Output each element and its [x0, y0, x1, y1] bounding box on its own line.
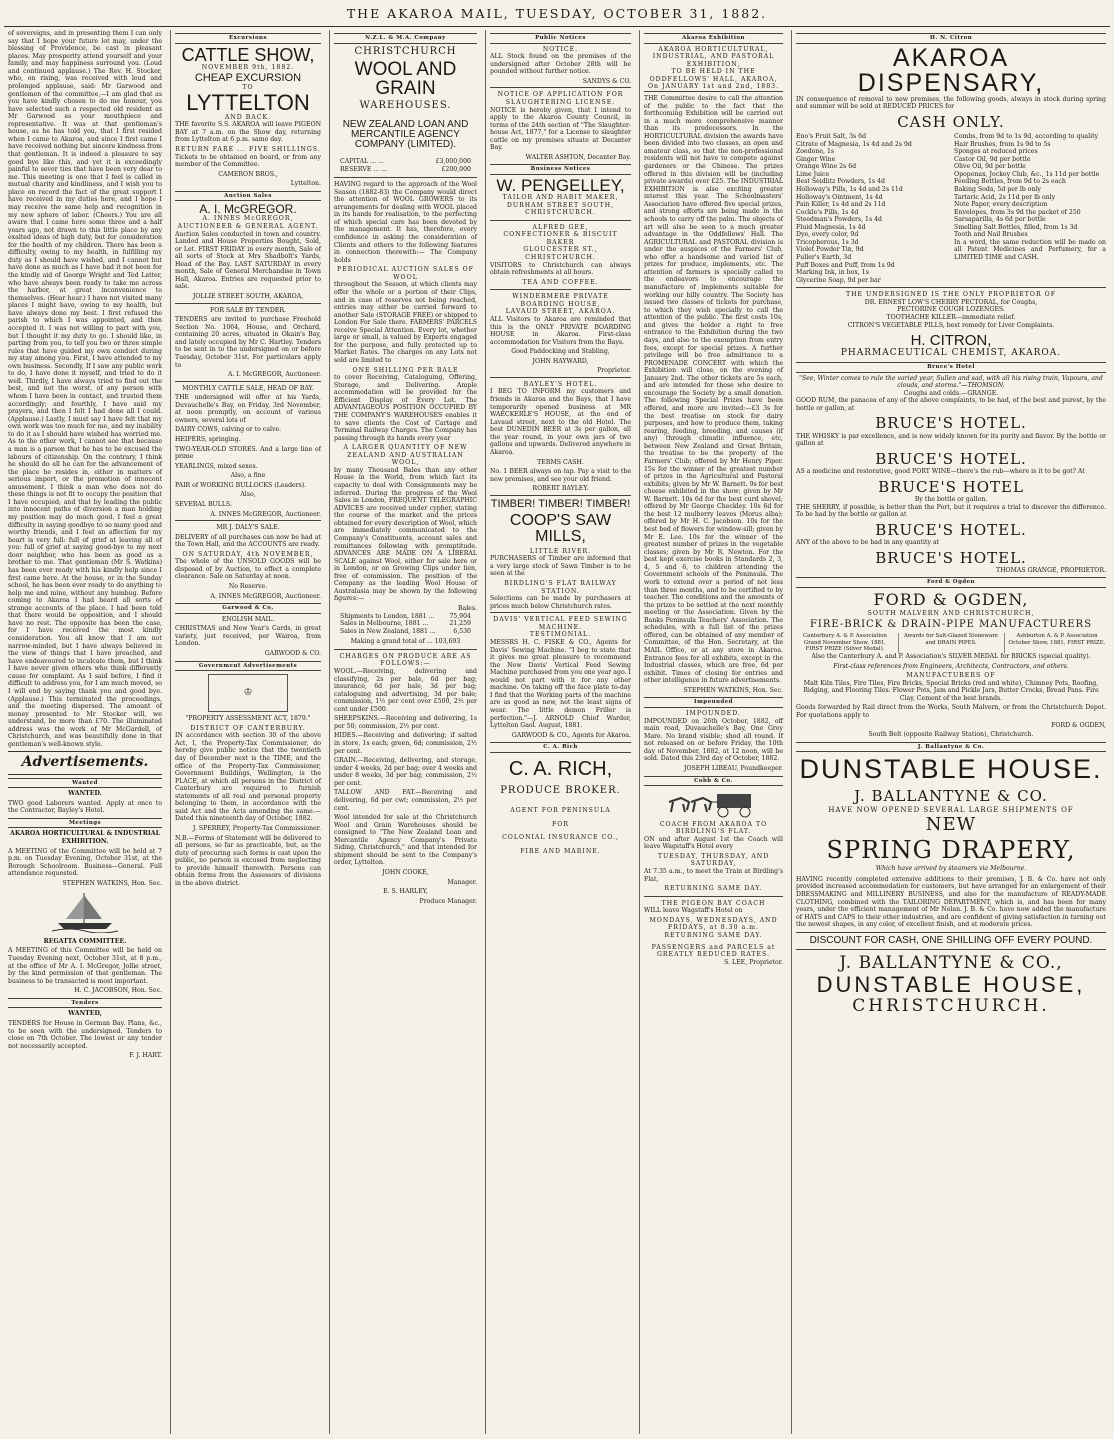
shipment-label-1: Shipments to London, 1881 ...	[340, 612, 435, 620]
lee-signature: S. LEE, Proprietor.	[724, 958, 783, 966]
gee-body: VISITORS to Christchurch can always obtain refreshments at all hours.	[490, 261, 631, 277]
ballantyne-body: HAVING recently completed extensive additions to their premises, J. B. & Co. have not only provided increased accommodation for customers, but have arranged for an enlargement of their DRESSMAKING and MILLINERY BUSINESS, and also for the manufacture of READY-MADE CLOTHING, combined with the TAILORING DEPARTMENT, which is, and has been for many years, under the efficient management of Mr Nolan. J. B. & Co. have now added the manufacture of HATS and CAPS to their other industries, and are confident of giving satisfaction in turning out the newest shapes, in any color, of excellent finish, and at moderate prices.	[796, 875, 1106, 929]
section-auction: Auction Sales	[175, 191, 321, 202]
wanted-title: WANTED.	[68, 790, 102, 798]
price-item: Zoedone, 1s	[796, 148, 835, 156]
exhibition-held: TO BE HELD IN THE	[671, 68, 756, 76]
pigeon-coach-title: THE PIGEON BAY COACH	[644, 896, 783, 908]
section-nzlma: N.Z.L. & M.A. Company	[334, 33, 477, 44]
and-back: AND BACK.	[224, 113, 272, 121]
notice-signature: SANDYS & CO.	[582, 77, 631, 85]
periodical-sales: PERIODICAL AUCTION SALES OF WOOL	[337, 266, 474, 281]
price-item: Tricopherous, 1s 3d	[796, 238, 859, 246]
little-river: LITTLE RIVER.	[529, 547, 592, 555]
cameron-signature: CAMERON BROS.,	[218, 170, 278, 178]
coach-body: ON and after August 1st the Coach will leave Wagstaff's Hotel every	[644, 835, 783, 851]
davis-heading: DAVIS' VERTICAL FEED SEWING MACHINE.	[490, 612, 631, 631]
daly-body: DELIVERY of all purchases can now be had at the Town Hall, and the ACCOUNTS are ready.	[175, 533, 321, 549]
returning-same-day-2: RETURNING SAME DAY.	[664, 931, 763, 939]
grange-proprietor: THOMAS GRANGE, PROPRIETOR.	[996, 566, 1106, 574]
price-item: Combs, from 9d to 1s 9d, according to quality	[954, 133, 1099, 141]
column-6	[791, 30, 1110, 1434]
coop-body: PURCHASERS of Timber are informed that a very large stock of Sawn Timber is to be seen at the	[490, 555, 631, 578]
remedy-1: DR. ERNEST LOW'S CHERRY PECTORAL, for Coughs,	[864, 298, 1038, 306]
price-item: Steedman's Powders, 1s 4d	[796, 216, 882, 224]
shipment-row-1	[334, 613, 477, 621]
exhibition-hall: ODDFELLOWS' HALL, AKAROA,	[649, 75, 778, 83]
warehouses-heading: WAREHOUSES.	[359, 99, 452, 111]
harley-role: Produce Manager.	[419, 897, 477, 905]
coach-title: COACH FROM AKAROA TO BIRDLING'S FLAT.	[659, 820, 768, 836]
gee-address: GLOUCESTER ST., CHRISTCHURCH.	[523, 246, 598, 261]
pengelley-address: DURHAM STREET SOUTH, CHRISTCHURCH.	[506, 201, 615, 217]
hayward-role: Proprietor.	[597, 367, 631, 375]
slaughter-body: NOTICE is hereby given, that I intend to apply to the Akaroa County Council, in terms of the 24th section of "The Slaughter-house Act, 1877," for a License to slaughter cattle on my premises situate at Decanter Bay.	[490, 106, 631, 152]
price-item: Sarsaparilla, 4s 6d per bottle	[954, 216, 1046, 224]
ford-address: South Belt (opposite Railway Station), Christchurch.	[868, 731, 1034, 739]
charge-sheepskins: SHEEPSKINS.—Receiving and delivering, 1s per 50; commission, 2½ per cent.	[334, 715, 477, 730]
return-fare: RETURN FARE ... FIVE SHILLINGS.	[175, 145, 321, 153]
remedy-3: TOOTHACHE KILLER—immediate relief.	[886, 313, 1016, 321]
testimonial-label: TESTIMONIAL.	[529, 631, 592, 639]
meeting-body: A MEETING of the Committee will be held at 7 p.m. on Tuesday Evening, October 31st, at the Borough Schoolroom. Business—General. Full attendance requested.	[8, 847, 162, 878]
gee-trade: CONFECTIONER & BISCUIT BAKER	[503, 231, 618, 246]
dunstable-footer: DUNSTABLE HOUSE,	[816, 971, 1086, 997]
price-item: Pain Killer, 1s 4d and 2s 11d	[796, 201, 886, 209]
price-item: Best Seidlitz Powders, 1s 4d	[796, 178, 885, 186]
daly-date: ON SATURDAY, 4th NOVEMBER,	[182, 550, 314, 558]
price-item: Smelling Salt Bottles, filled, from 1s 3d	[954, 223, 1078, 231]
section-bruce: Bruce's Hotel	[796, 362, 1106, 373]
sailing-ship-icon	[50, 889, 120, 933]
district-canterbury: DISTRICT OF CANTERBURY.	[190, 724, 306, 732]
exhibition-signature: STEPHEN WATKINS, Hon. Sec.	[683, 686, 783, 694]
price-item: Ginger Wine	[796, 155, 836, 163]
notice-title: NOTICE.	[542, 45, 579, 53]
christchurch-footer: CHRISTCHURCH.	[852, 995, 1050, 1016]
shipment-row-2	[334, 620, 477, 628]
price-item: Holloway's Pills, 1s 4d and 2s 11d	[796, 185, 903, 193]
section-business: Business Notices	[490, 164, 631, 175]
price-item: Hair Brushes, from 1s 9d to 5s	[954, 140, 1051, 148]
sherry-text: THE SHERRY, if possible, is better than the Port, but it requires a trial to discover the difference. To be had by the bottle or gallon at	[796, 503, 1106, 519]
tenders-title: WANTED,	[68, 1010, 102, 1018]
no-reserve: No Reserve.	[228, 583, 268, 590]
horse-coach-icon	[659, 788, 769, 818]
fire-marine: FIRE AND MARINE.	[520, 847, 601, 855]
bayley-heading: BAYLEY'S HOTEL.	[490, 377, 631, 389]
windermere-address: LAVAUD STREET, AKAROA.	[505, 308, 616, 316]
lyttelton-heading: LYTTELTON	[186, 89, 310, 115]
property-act-title: "PROPERTY ASSESSMENT ACT, 1879."	[185, 715, 311, 723]
shipment-row-3	[334, 628, 477, 636]
windermere-heading: WINDERMERE PRIVATE BOARDING HOUSE,	[490, 289, 631, 308]
daly-sale-title: MR J. DALY'S SALE.	[175, 520, 321, 532]
coach-body-2: At 7.35 a.m., to meet the Train at Birdling's Flat,	[644, 868, 783, 883]
charge-grain: GRAIN.—Receiving, delivering, and storage, under 4 weeks, 2d per bag; over 4 weeks and under 8 weeks, 3d per bag; commission, 2½ per cent.	[334, 757, 477, 787]
price-item: Holloway's Ointment, 1s 4d	[796, 193, 883, 201]
ford-signature: FORD & OGDEN,	[1051, 721, 1106, 729]
company-body-4: by many Thousand Bales than any other House in the World, from which fact its capacity to deal with Consignments may be inferred. During the progress of the Wool Sales in London, FREQUENT TELEGRAPHIC ADVICES are received under cypher, stating the course of the market and the prices obtained for every description of Wool, which are immediately communicated to the Company's Constituents, account sales and remittances following with promptitude. ADVANCES ARE MADE ON A LIBERAL SCALE against Wool, either for sale here or in London, or on Growing Clips under lien, free of commission. The position of the Company as the leading Wool House of Australasia may be shown by the following figures:—	[334, 466, 477, 603]
english-mail-body: CHRISTMAS and New Year's Cards, in great variety, just received, per Wairoa, from London.	[175, 625, 321, 648]
ford-references: First-class references from Engineers, Architects, Contractors, and others.	[833, 662, 1069, 670]
company-body-1: HAVING regard to the approach of the Wool Season (1882-83) the Company would direct the attention of WOOL GROWERS to its arrangements for dealing with WOOL placed in its hands for realisation, to the perfecting of which special care has been devoted by the management. It has, therefore, every confidence in asking the consideration of Clients and others to the following features in connection therewith:— The Company holds	[334, 177, 477, 264]
passengers-parcels: PASSENGERS and PARCELS at GREATLY REDUCED RATES.	[651, 943, 776, 959]
auctioneer-title: AUCTIONEER & GENERAL AGENT.	[177, 222, 319, 230]
english-mail: ENGLISH MAIL.	[221, 615, 275, 623]
dunstable-heading: DUNSTABLE HOUSE.	[799, 754, 1103, 785]
grange-quote: Coughs and colds.—GRANGE.	[903, 389, 999, 397]
award-silver-medal: Also the Canterbury A. and P. Association's SILVER MEDAL for BRICKS (special quality).	[811, 653, 1091, 661]
excursion-body: THE favorite S.S. AKAROA will leave PIGEON BAY at 7 a.m. on the Show day, returning from Lyttelton at 6 p.m. same day.	[175, 121, 321, 144]
produce-broker: PRODUCE BROKER.	[500, 784, 621, 796]
impounded-body: IMPOUNDED on 26th October, 1882, off main road, Duvauchelle's Bay, One Grey Mare. No brand visible; shod all round. If not released on or before Friday, the 10th day of November, 1882, at 12 noon, will be sold. Dated this 23rd day of October, 1882.	[644, 717, 783, 763]
one-shilling: ONE SHILLING PER BALE	[352, 366, 459, 374]
manufacturers-list: Malt Kiln Tiles, Fire Tiles, Fire Bricks, Special Bricks (red and white), Chimney Pots, Roofing, Ridging, and Flooring Tiles. Flower Pots, Jam and Pickle Jars, Butter Crocks, Bread Pans. Fire Clay, Cement of the best brands.	[803, 679, 1099, 702]
spring-drapery: SPRING DRAPERY,	[826, 836, 1076, 865]
ford-goods: Goods forwarded by Rail direct from the Works, South Malvern, or from the Christchurch Depot. For quotations apply to	[796, 704, 1106, 720]
company-body-3: to cover Receiving, Cataloguing, Offering, Storage, and Delivering. Ample accommodation will be provided for the Efficient Display of Every Lot. The ADVANTAGEOUS POSITION OCCUPIED BY THE COMPANY'S WAREHOUSES enables it to save clients the Cost of Cartage and Terminal Railway Charges. The Company has passing through its hands every year	[334, 374, 477, 442]
price-item: Sponges at reduced prices	[954, 148, 1038, 156]
section-ballantyne: J. Ballantyne & Co.	[796, 742, 1106, 753]
shipment-label-3: Sales in New Zealand, 1881 ...	[340, 627, 436, 635]
exhibition-title: AKAROA HORTICULTURAL, INDUSTRIAL, AND PASTORAL EXHIBITION,	[652, 45, 775, 68]
price-item: Tooth and Nail Brushes	[954, 231, 1028, 239]
wool-grain-heading: WOOL AND GRAIN	[354, 58, 457, 99]
advertisements-heading: Advertisements.	[8, 751, 162, 774]
windermere-body: ALL Visitors to Akaroa are reminded that this is the ONLY PRIVATE BOARDING HOUSE in Akaroa. First-class accommodation for Visitors from the Bays.	[490, 315, 631, 346]
larger-quantity: A LARGER QUANTITY OF NEW ZEALAND AND AUSTRALIAN WOOL,	[343, 444, 468, 467]
new-heading: NEW	[925, 814, 977, 836]
whisky-text: THE WHISKY is par excellence, and is now widely known for its purity and flavor. By the bottle or gallon at	[796, 432, 1106, 448]
price-item: Eno's Fruit Salt, 3s 6d	[796, 133, 867, 141]
column-1	[4, 30, 166, 1434]
lot-heifers: HEIFERS, springing.	[175, 436, 241, 443]
pengelley-trade: TAILOR AND HABIT MAKER,	[502, 194, 619, 202]
thomson-quote: "See, Winter comes to rule the varied year, Sullen and sad, with all his rising train, Vapours, and clouds, and storms."—THOMSON.	[799, 374, 1103, 390]
remedy-4: CITRON'S VEGETABLE PILLS, best remedy for Liver Complaints.	[847, 321, 1055, 329]
tea-coffee: TEA AND COFFEE.	[522, 278, 599, 286]
cooke-role: Manager.	[447, 878, 477, 886]
tender-body: TENDERS are invited to purchase Freehold Section No. 1064, House, and Orchard, containing 20 acres, situated in Okain's Bay, and lately occupied by Mr C. Hartley. Tenders to be sent in to the undersigned on or before Tuesday, October 31st. For particulars apply to	[175, 316, 321, 369]
charge-tallow: TALLOW AND FAT.—Receiving and delivering, 6d per cwt; commission, 2½ per cent.	[334, 789, 477, 812]
lot-dairy-cows: DAIRY COWS, calving or to calve.	[175, 426, 282, 434]
column-3	[329, 30, 481, 1434]
daly-body-2: The whole of the UNSOLD GOODS will be disposed of by Auction, to effect a complete clearance. Sale on Saturday at noon.	[175, 558, 321, 581]
price-item: Olive Oil, 9d per bottle	[954, 163, 1026, 171]
shipment-value-1: 75,904	[449, 612, 471, 620]
davis-body: MESSRS H. C. FISKE & CO., Agents for Davis' Sewing Machine. "I beg to state that it gives me great pleasure to recommend the New Davis' Vertical Feed Sewing Machine purchased from you one year ago. I would not part with it for any other machine. On taking off the face plate to-day I find that the Working parts of the machine are as good as new, not the least signs of wear. The little demon Friller is perfection."—J. ARNOLD Chief Warder, Lyttelton Gaol. August, 1881.	[490, 638, 631, 730]
agent-peninsula: AGENT FOR PENINSULA	[510, 807, 611, 815]
ballantyne-heading: J. BALLANTYNE & CO.	[854, 787, 1048, 806]
price-item: Dye, every color, 9d	[796, 231, 859, 239]
award-ashburton: Ashburton A. & P. Association October Show, 1881, FIRST PRIZE.	[1004, 633, 1106, 653]
price-item: Fuller's Earth, 3d	[796, 254, 852, 262]
lot-bulls: SEVERAL BULLS.	[175, 500, 232, 508]
dispensary-heading: AKAROA DISPENSARY,	[857, 43, 1045, 97]
royal-coat-of-arms-icon: ♔	[208, 674, 288, 712]
davis-signature: GARWOOD & CO., Agents for Akaroa.	[511, 731, 631, 739]
port-text: AS a medicine and restorative, good PORT WINE—there's the rub—where is it to be got? At	[796, 468, 1085, 476]
section-ford: Ford & Ogden	[796, 577, 1106, 588]
tender-signature: A. I. McGREGOR, Auctioneer.	[228, 371, 321, 379]
regatta-body: A MEETING of this Committee will be held on Tuesday Evening next, October 31st, at 8 p.m., at the office of Mr A. I. McGregor, Jollie street, by the kind permission of that gentleman. The business to be transacted is most important.	[8, 947, 162, 985]
price-item: Castor Oil, 9d per bottle	[954, 155, 1031, 163]
for-label: FOR	[551, 820, 570, 828]
cameron-place: Lyttelton.	[290, 180, 321, 188]
cash-only: CASH ONLY.	[897, 112, 1005, 131]
farewell-article: of sovereigns, and in presenting them I can only say that I hope your future lot may, under the blessing of Providence, be cast in pleasant places. May prosperity attend yourself and your family, and may happiness surround you. (Loud and continued applause.) The Rev. H. Stocker, who, on rising, was received with loud and prolonged applause, said: Mr Garwood and gentlemen of the committee,—I am glad that as you have kindly chosen to do me honour, you have selected such a respected old resident as Mr Garwood as your mouthpiece and representative. It was at that gentleman's house, as he has told you, that I first resided when I came to Akaroa, and since I first came I have received nothing but sincere kindness from that gentleman. It is indeed a pleasure to say good bye like this, and yet it is exceedingly painful to sever ties that have been very dear to me. This meeting is one that I feel is called in mutual charity and kindliness, and I wish you to place on record the fact of the great support I have received in my duties here, and I hope I may receive the same help and recognition in my new sphere of labor. (Cheers.) You are all aware that I came here some three and a half years ago, not drawn to this little place by any exalted ideas of high duty, but for consideration for the health of my children. There has been a difficulty, owing to my health, in fulfilling my duty as I should have wished, and I cannot but have done as much as I have had it not been for the kindly aid of George Wright and Ted Latter, who have always been ready to take me across the harbor, at great inconvenience to themselves. (Hear hear.) I have not visited many places I might have, owing to my health, but have always done my best. I first refused the parish to which I was appointed, and then accepted it. I was not willing to part with you, but I thought it my duty to go. I should like, in parting from you, to tell you two or three simple rules that have guided my own conduct during my stay among you. First, I have attended to my own business. Secondly, If I saw any public work to do, I have done it myself, and tried to do it well. Thirdly, I have always tried to find out the best, and not the worst, of any person with whom I have been in contact, and trusted them accordingly; and fourthly, I have said my prayers, and then I felt I had done all I could. (Applause.) Lastly, I must say I have felt that my own work was too much for me, and my inability to do it as I should have wished has worried me. As to the other work, I cannot see that because a man is a parson that he has to be excused the labours of citizenship. On the contrary, I think he should do all he can for the advancement of the place he resides in, either in matters of serious import, or the promotion of innocent amusement. I think a man who does not do these things is not fit to occupy the position that I have occupied; and that by leading the public into innocent paths of diversion a man holding my position may do much good. I feel a great difficulty in saying goodbye to so many good and worthy friends, and I feel an affection for my heart is very full: full of grief at leaving all of you: full of grief at saying good-bye to my next door neighbor, who has been as good as a brother to me. That gentleman (Mr S. Watkins) has been ever ready with his kindly help since I first came here. At the house, or in the Sunday school, he has been ever ready to do anything to help me and mine, without any humbug. Before coming to Akaroa I had heard all sorts of strange accounts of the place. I had been told that there would be opposition, and I should have no rest. The opposite has been the case, for I have received the most kindly consideration. You all know that I am not narrow-minded, but I have always believed in the view of things that I have preached, and have endeavoured to inculcate them, but I think I have never given others who think differently cause for complaint. As I said before, I find it difficult to address you, for I am much moved, so I will end by saying thank you and good bye. (Applause.) This terminated the proceedings, and the meeting dispersed. The amount of money presented to Mr Stocker will, we understand, be more than £70. The illuminated address was the work of Mr McGardell, of Christchurch, and was beautifully done in that gentleman's well-known style.	[8, 30, 162, 748]
shipment-label-2: Sales in Melbourne, 1881 ...	[340, 620, 429, 628]
coach-illustration	[644, 788, 783, 821]
price-item: Glycerine Soap, 9d per bar	[796, 276, 881, 284]
newspaper-masthead: THE AKAROA MAIL, TUESDAY, OCTOBER 31, 1882.	[346, 6, 768, 21]
company-name: NEW ZEALAND LOAN AND MERCANTILE AGENCY COMPANY (LIMITED).	[342, 118, 469, 150]
reserve-label: RESERVE ... ...	[340, 165, 388, 173]
bruce-hotel-3: BRUCE'S HOTEL	[878, 477, 1024, 496]
bales-label: Bales.	[457, 605, 477, 613]
masthead-rule	[4, 26, 1110, 27]
beer-note: No. 1 BEER always on tap. Pay a visit to the new premises, and see your old friend.	[490, 468, 631, 483]
exhibition-body: THE Committee desire to call the attention of the public to the fact that the forthcoming Exhibition will be carried out in a much more comprehensive manner than its predecessors. In the HORTICULTURAL division the awards have been divided into two classes, an open and amateur class, so that the non-professional residents will not have to compete against gardeners or the Chinese. The prizes offered in this division will be (including private awards) over £25. The INDUSTRIAL EXHIBITION is also exciting greater interest this year. The Schoolmasters' Association have offered five special prizes, and strong efforts are being made in the schools to carry off the palm. The objects of art will also be seen to a much greater advantage in the Oddfellows' Hall. The AGRICULTURAL and PASTORAL division is under the auspices of the Farmers' Club, who offer a handsome and varied list of prizes for produce, implements, etc. The attention of farmers is specially called to the endeavors to encourage the manufacture of implements suitable for working our hilly country. The Society has issued two classes of tickets for purchase, to which they wish specially to call the attention of the public. The first costs 10s, and gives the holder a right to free entrance to the Exhibition during the two days, and also to the exemption from entry fees, except for special prizes. A further privilege will be free admittance to a PROMENADE CONCERT with which the Exhibition will close, on the evening of January 2nd. The other tickets are 5s each, and are intended for those who desire to encourage the Society by a small donation. The following Special Prizes have been offered, and more are invited:—£3 3s for the best treatise on stock for dairy purposes, and how to produce them, taking rearing, feeding, breeding, and causes (if any) through climatic influence, etc, between New Zealand and Great Britain, the treatise to be the property of the Farmers' Club; offered by Mr Henry Piper. 15s for the winner of the greatest number of prizes in the Agricultural and Pastoral exhibits; given by Mr W. Barnett. 9s for best cheese exhibited in the show; given by Mr W. Barnett. 10s 6d for the best curd shovel; offered by Mr George Checkley. 10s 6d for the best 12 mulberry leaves (Morus alba); offered by Mr H. C. Jacobson. 10s for the best bed of flowers for window-sill; given by Mr E. Lee. 10s for the winner of the greatest number of prizes in the vegetable classes; given by Mr R. Newton. For the best kept exercise books in Standards 2, 3, 4, 5 and 6, to children attending the Government schools of the Peninsula. The work to extend over a period of not less than three months, and to be certified to by teacher. The conditions and the amounts of the prizes to be settled at the next monthly meeting or the Association. Given by the Banks Peninsula Teachers' Association. The schedules, with a full list of the prizes offered, can be obtained of any member of Committee, of the Hon. Secretary, at the MAIL Office, or at any store in Akaroa. Entrance fees for all exhibits, except in the Industrial classes, which are free, 6d per exhibit. Times of closing for entries and other intelligence in future advertisements.	[644, 91, 783, 685]
also-label: Also, a fine	[230, 472, 266, 480]
price-item: Violet Powder Tin, 9d	[796, 246, 864, 254]
section-meetings: Meetings	[8, 818, 162, 829]
bruce-hotel-5: BRUCE'S HOTEL.	[875, 548, 1027, 567]
monthly-signature: A. INNES McGREGOR, Auctioneer.	[210, 510, 321, 518]
capital-value: £3,000,000	[435, 157, 471, 165]
shipment-value-3: 6,530	[453, 627, 471, 635]
monthly-sale-body: THE undersigned will offer at his Yards, Duvauchelle's Bay, on Friday, 3rd November, at noon promptly, on account of various owners, several lots of	[175, 394, 321, 424]
any-text: ANY of the above to be had in any quantity at	[796, 539, 940, 547]
pigeon-days: MONDAYS, WEDNESDAYS, AND FRIDAYS, at 8.30 a.m.	[649, 916, 778, 932]
award-canterbury: Canterbury A. & P. Association Grand November Show, 1881, FIRST PRIZE (Silver Medal).	[802, 633, 888, 653]
section-citron: H. N. Citron	[796, 33, 1106, 44]
english-mail-signature: GARWOOD & CO.	[264, 649, 321, 657]
cattle-show-heading: CATTLE SHOW,	[181, 44, 315, 65]
steamers-line: Which have arrived by steamers via Melbourne.	[875, 865, 1027, 873]
colonial-insurance: COLONIAL INSURANCE CO.,	[502, 834, 619, 842]
hayward-name: JOHN HAYWARD,	[532, 357, 589, 365]
auction-body: Auction Sales conducted in town and country. Landed and House Properties Bought, Sold, or Let. FIRST FRIDAY in every month, Sale of all sorts of Stock at Mrs Shadbolt's Yards, Head of the Bay. LAST SATURDAY in every month, Sale of General Merchandise in Town Hall, Akaroa. Entries are requested prior to sale.	[175, 230, 321, 291]
slaughter-title: NOTICE OF APPLICATION FOR SLAUGHTERING LICENSE.	[490, 87, 631, 106]
column-4	[485, 30, 635, 1434]
shipment-value-2: 21,259	[449, 620, 471, 628]
impounded-title: IMPOUNDED.	[686, 710, 741, 717]
price-item: Tartaric Acid, 2s 11d per lb only	[954, 193, 1056, 201]
reserve-row	[334, 166, 477, 174]
tender-title: FOR SALE BY TENDER.	[175, 303, 321, 315]
column-5	[639, 30, 787, 1434]
capital-label: CAPITAL ... ...	[340, 157, 384, 165]
coach-days: TUESDAY, THURSDAY, AND SATURDAY,	[657, 852, 770, 868]
capital-row	[334, 158, 477, 166]
lot-yearlings: YEARLINGS, mixed sexes.	[175, 462, 258, 470]
bottle-gallon: By the bottle or gallon.	[914, 496, 988, 504]
price-item: Puff Boxes and Puff, from 1s 9d	[796, 261, 895, 269]
price-item: Feeding Bottles, from 9d to 2s each	[954, 178, 1066, 186]
charges-heading: CHARGES ON PRODUCE ARE AS FOLLOWS:—	[334, 649, 477, 668]
section-public-notices: Public Notices	[490, 33, 631, 44]
pengelley-heading: W. PENGELLEY,	[496, 176, 625, 196]
price-item: Orange Wine 2s 6d	[796, 163, 857, 171]
cooke-name: JOHN COOKE,	[382, 869, 429, 877]
reserve-value: £200,000	[441, 165, 471, 173]
wanted-body: TWO good Laborers wanted. Apply at once to the Contractor, Bayley's Hotel.	[8, 799, 162, 815]
pigeon-body: WILL leave Wagstaff's Hotel on	[644, 907, 743, 915]
section-rich: C. A. Rich	[490, 742, 631, 753]
harley-name: E. S. HARLEY,	[383, 888, 428, 896]
charge-wool: WOOL.—Receiving, delivering and classifying, 2s per bale, 6d per bag; insurance, 6d per bale, 3d per bag; cataloguing and advertising, 3d per bale; commission, 1½ per cent over £500, 2½ per cent under £500.	[334, 667, 477, 713]
price-item: Marking Ink, in box, 1s	[796, 269, 869, 277]
citron-heading: H. CITRON,	[910, 332, 992, 350]
price-item: Baking Soda, 5d per lb only	[954, 185, 1041, 193]
price-item: Citrate of Magnesia, 1s 4d and 2s 9d	[796, 140, 912, 148]
ballantyne-footer: J. BALLANTYNE & CO.,	[839, 952, 1063, 973]
grand-total: Making a grand total of ... 103,693	[350, 638, 461, 646]
coop-body-2: Selections can be made by purchasers at prices much below Christchurch rates.	[490, 595, 631, 610]
price-item: Lime Juice	[796, 170, 830, 178]
ship-illustration	[8, 889, 162, 936]
tenders-body: TENDERS for House in German Bay. Plans, &c., to be seen with the undersigned. Tenders to close on 7th October. The lowest or any tender not necessarily accepted.	[8, 1019, 162, 1050]
company-body-5: Wool intended for sale at the Christchurch Wool and Grain Warehouses should be consigned to "The New Zealand Loan and Mercantile Agency Company's Private Siding, Christchurch," and that intended for shipment should be sent to the Company's order, Lyttelton.	[334, 814, 477, 867]
price-list-left	[796, 133, 948, 284]
awards-row	[796, 633, 1106, 653]
mcgregor-name: A. INNES McGREGOR,	[202, 215, 294, 223]
regatta-signature: H. C. JACOBSON, Hon. Sec.	[74, 987, 162, 995]
company-body-2: throughout the Season, at which clients may offer the whole or a portion of their Clips, and in case of reserves not being reached, entries may either be carried forward to another Sale (STORAGE FREE) or shipped to London For Sale there. FARMERS' PARCELS receive Special Attention. Every lot, whether large or small, is valued by Experts engaged for the purpose, and fully protected up to Market Rates. The charges on any Lots not sold are limited to	[334, 281, 477, 365]
tenders-signature: F. J. HART.	[129, 1052, 162, 1060]
section-government: Government Advertisements	[175, 661, 321, 672]
remedy-2: PECTORINE COUGH LOZENGES.	[897, 306, 1005, 314]
timber-heading: TIMBER! TIMBER! TIMBER!	[490, 495, 631, 510]
jollie-street: JOLLIE STREET SOUTH, AKAROA,	[192, 293, 304, 300]
price-item: Cockle's Pills, 1s 4d	[796, 208, 859, 216]
manufacturers-of: MANUFACTURERS OF	[906, 672, 996, 680]
price-item: Note Paper, every description	[954, 201, 1048, 209]
shipments-line: HAVE NOW OPENED SEVERAL LARGE SHIPMENTS OF	[828, 805, 1074, 814]
lot-stores: TWO-YEAR-OLD STORES. And a large line of prime	[175, 445, 321, 461]
slaughter-signature: WALTER ASHTON, Decanter Bay.	[525, 153, 631, 161]
terms-cash: TERMS CASH.	[537, 458, 584, 466]
birdling-station: BIRDLING'S FLAT RAILWAY STATION.	[504, 580, 617, 595]
section-cobb: Cobb & Co.	[644, 776, 783, 787]
bruce-hotel-2: BRUCE'S HOTEL.	[875, 449, 1027, 468]
ford-trade: FIRE-BRICK & DRAIN-PIPE MANUFACTURERS	[809, 619, 1093, 631]
gee-heading: ALFRED GEE,	[490, 220, 631, 232]
paddocking: Good Paddocking and Stabling,	[511, 348, 610, 356]
price-item: In a word, the same reduction will be made on all Patent Medicines and Perfumery, for a LIMITED TIME and CASH.	[954, 238, 1106, 262]
exhibition-date: On JANUARY 1st and 2nd, 1883.	[647, 83, 780, 91]
bayley-body: I BEG TO INFORM my customers and friends in Akaroa and the Bays, that I have temporarily opened business at MR WAECKERLE'S HOUSE, at the end of Lavaud street, next to the old Hotel. The best DUNEDIN BEER at 3s per gallon, all the year round, in your own jars of two gallons and upwards. Delivered anywhere in Akaroa.	[490, 388, 631, 456]
coop-heading: COOP'S SAW MILLS,	[509, 511, 612, 545]
rich-heading: C. A. RICH,	[508, 757, 613, 780]
daly-signature: A. INNES McGREGOR, Auctioneer.	[210, 592, 321, 600]
bruce-hotel-1: BRUCE'S HOTEL.	[875, 414, 1027, 433]
section-tenders: Tenders	[8, 998, 162, 1009]
property-act-note: N.B.—Forms of Statement will be delivered to all persons, so far as practicable, but, as the duty of procuring such forms is cast upon the public, no person is excused from neglecting to provide himself therewith. Persons can obtain forms from the Assessors of divisions in the above district.	[175, 834, 321, 887]
regatta-title: REGATTA COMMITTEE.	[43, 937, 127, 945]
property-act-signature: J. SPERREY, Property-Tax Commissioner.	[192, 825, 321, 832]
section-exhibition: Akaroa Exhibition	[644, 33, 783, 44]
award-stoneware: Awards for Salt-Glazed Stoneware and DRAIN PIPES.	[898, 633, 1000, 653]
cattle-show-date: NOVEMBER 9th, 1882.	[201, 63, 295, 71]
pharmaceutical-chemist: PHARMACEUTICAL CHEMIST, AKAROA.	[840, 348, 1062, 359]
price-item: Envelopes, from 3s 9d the packet of 250	[954, 208, 1081, 216]
dispensary-body: IN consequence of removal to new premises, the following goods, always in stock during spring and summer will be sold at REDUCED PRICES for	[796, 95, 1106, 111]
lot-bullocks: PAIR of WORKING BULLOCKS (Leaders).	[175, 481, 307, 489]
price-item: Fluid Magnesia, 1s 4d	[796, 223, 866, 231]
to-label: TO	[242, 84, 254, 92]
price-list-right	[954, 133, 1106, 284]
price-list	[796, 133, 1106, 284]
ford-locations: SOUTH MALVERN AND CHRISTCHURCH,	[867, 609, 1035, 617]
bayley-signature: ROBERT BAYLEY.	[532, 485, 589, 493]
notice-body: ALL Stock found on the premises of the undersigned after October 28th will be pounded without further notice.	[490, 53, 631, 76]
section-impounded: Impounded	[644, 697, 783, 708]
mcgregor-heading: A. I. McGREGOR.	[199, 202, 297, 217]
meeting-title: AKAROA HORTICULTURAL & INDUSTRIAL EXHIBITION.	[10, 830, 160, 845]
column-2	[170, 30, 325, 1434]
sole-proprietor: THE UNDERSIGNED IS THE ONLY PROPRIETOR OF	[796, 287, 1106, 299]
tickets-note: Tickets to be obtained on board, or from any member of the Committee.	[175, 153, 321, 169]
christchurch-heading: CHRISTCHURCH	[354, 45, 457, 57]
returning-same-day: RETURNING SAME DAY.	[664, 885, 763, 893]
section-wanted: Wanted	[8, 778, 162, 789]
discount-line: DISCOUNT FOR CASH, ONE SHILLING OFF EVERY POUND.	[796, 932, 1106, 950]
price-item: Opoponax, Jockey Club, &c., 1s 11d per bottle	[954, 170, 1100, 178]
impounded-signature: JOSEPH LIBEAU, Poundkeeper.	[683, 764, 783, 772]
rum-text: GOOD RUM, the panacea of any of the above complaints, to be had, of the best and purest, by the bottle or gallon, at	[796, 397, 1106, 412]
charge-hides: HIDES.—Receiving and delivering; if salted in store, 1s each; green, 6d; commission, 2½ per cent.	[334, 732, 477, 755]
monthly-sale-title: MONTHLY CATTLE SALE, HEAD OF BAY.	[175, 381, 321, 393]
section-garwood: Garwood & Co,	[175, 603, 321, 614]
property-act-body: IN accordance with section 30 of the above Act, I, the Property-Tax Commissioner, do hereby give public notice that the twentieth day of December next is the TIME, and the office of the Property-Tax Commissioner, Government Buildings, Wellington, is the PLACE, at which all persons in the District of Canterbury are required to furnish statements of all real and personal property belonging to them, in accordance with the said Act and the Acts amending the same.—Dated this nineteenth day of October, 1882.	[175, 732, 321, 823]
section-excursions: Excursions	[175, 33, 321, 44]
meeting-signature: STEPHEN WATKINS, Hon. Sec.	[62, 879, 162, 887]
also-label-2: Also,	[240, 491, 256, 499]
bruce-hotel-4: BRUCE'S HOTEL.	[875, 520, 1027, 539]
cheap-excursion: CHEAP EXCURSION	[194, 72, 302, 85]
ford-heading: FORD & OGDEN,	[873, 590, 1029, 610]
